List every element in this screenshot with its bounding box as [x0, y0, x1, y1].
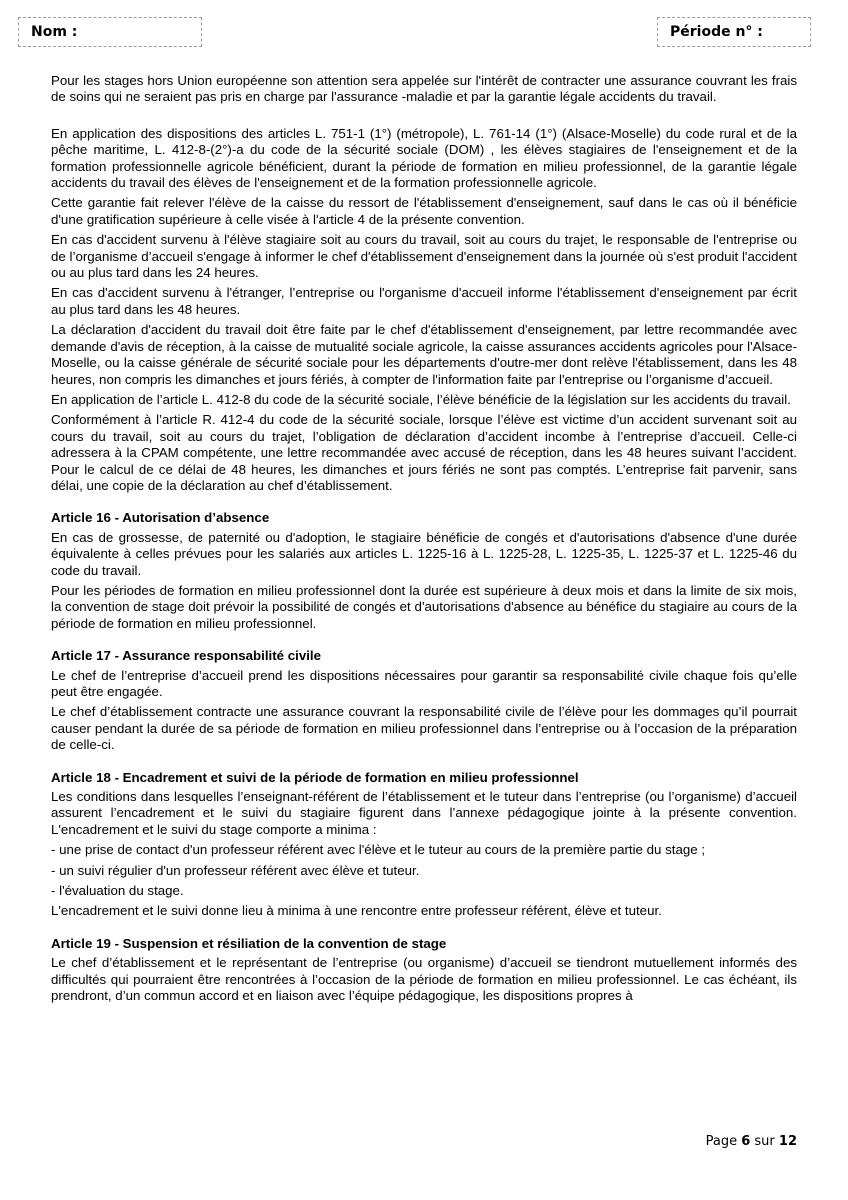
- paragraph: Le chef d’établissement et le représentant de l’entreprise (ou organisme) d’accueil se tiendront mutuellement informés des difficultés qui pourraient être rencontrées à l’occasion de la période de formation en milieu professionnel. Le cas échéant, ils prendront, d’un commun accord et en liaison avec l’équipe pédagogique, les dispositions propres à: [51, 955, 797, 1004]
- periode-label: Période n° :: [670, 24, 763, 40]
- nom-field: [18, 17, 202, 47]
- paragraph: En cas d'accident survenu à l'étranger, l’entreprise ou l'organisme d'accueil informe l'établissement d'enseignement par écrit au plus tard dans les 48 heures.: [51, 285, 797, 317]
- page-word: Page: [705, 1134, 738, 1149]
- paragraph: Conformément à l’article R. 412-4 du code de la sécurité sociale, lorsque l’élève est victime d’un accident survenant soit au cours du travail, soit au cours du trajet, l’obligation de déclaration d’accident incombe à l’entreprise d’accueil. Celle-ci adressera à la CPAM compétente, une lettre recommandée avec accusé de réception, dans les 48 heures suivant l’accident. Pour le calcul de ce délai de 48 heures, les dimanches et jours fériés ne sont pas comptés. L’entreprise fait parvenir, sans délai, une copie de la déclaration au chef d’établissement.: [51, 412, 797, 493]
- page-number: [706, 1134, 797, 1149]
- document-body: [51, 73, 797, 1009]
- list-item: - un suivi régulier d'un professeur référent avec élève et tuteur.: [51, 862, 420, 878]
- article-16-title: Article 16 - Autorisation d’absence: [51, 510, 270, 526]
- paragraph: En application des dispositions des articles L. 751-1 (1°) (métropole), L. 761-14 (1°) (Alsace-Moselle) du code rural et de la pêche maritime, L. 412-8-(2°)-a du code de la sécurité sociale (DOM) , les élèves stagiaires de l'enseignement et de la formation professionnelle agricole bénéficient, durant la période de formation en milieu professionnel, de la garantie légale accidents du travail des élèves de l'enseignement et de la formation professionnelle agricole.: [51, 125, 797, 191]
- paragraph: La déclaration d'accident du travail doit être faite par le chef d'établissement d'enseignement, par lettre recommandée avec demande d'avis de réception, à la caisse de mutualité sociale agricole, la caisse assurances accidents agricoles pour l'Alsace-Moselle, ou la caisse générale de sécurité sociale pour les départements d'outre-mer dont relève l'établissement, dans les 48 heures, non compris les dimanches et jours fériés, à compter de l'information faite par l'entreprise ou l’organisme d’accueil.: [51, 322, 797, 387]
- paragraph: L'encadrement et le suivi donne lieu à minima à une rencontre entre professeur référent, élève et tuteur.: [51, 903, 662, 919]
- paragraph: Le chef d’établissement contracte une assurance couvrant la responsabilité civile de l’élève pour les dommages qu’il pourrait causer pendant la durée de sa période de formation en milieu professionnel dans l’entreprise ou à l’occasion de la préparation de celle-ci.: [51, 704, 797, 753]
- page-current: 6: [741, 1134, 751, 1149]
- paragraph: En cas de grossesse, de paternité ou d'adoption, le stagiaire bénéficie de congés et d'autorisations d'absence d'une durée équivalente à celles prévues pour les salariés aux articles L. 1225-16 à L. 1225-28, L. 1225-35, L. 1225-37 et L. 1225-46 du code du travail.: [51, 529, 797, 578]
- paragraph: Les conditions dans lesquelles l’enseignant-référent de l’établissement et le tuteur dans l’entreprise (ou l’organisme) d’accueil assurent l’encadrement et le suivi du stagiaire figurent dans l’annexe pédagogique jointe à la présente convention. L'encadrement et le suivi du stage comporte a minima :: [51, 789, 797, 837]
- list-item: - une prise de contact d'un professeur référent avec l'élève et le tuteur au cours de la première partie du stage ;: [51, 842, 706, 858]
- paragraph: Le chef de l’entreprise d’accueil prend les dispositions nécessaires pour garantir sa responsabilité civile chaque fois qu’elle peut être engagée.: [51, 667, 797, 699]
- page-of-word: sur: [754, 1134, 775, 1149]
- paragraph: En cas d'accident survenu à l'élève stagiaire soit au cours du travail, soit au cours du trajet, le responsable de l'entreprise ou de l’organisme d’accueil s'engage à informer le chef d'établissement d'enseignement dans la journée où s'est produit l'accident ou au plus tard dans les 24 heures.: [51, 232, 797, 281]
- article-19-title: Article 19 - Suspension et résiliation de la convention de stage: [51, 935, 447, 951]
- paragraph: Cette garantie fait relever l'élève de la caisse du ressort de l'établissement d'enseignement, sauf dans le cas où il bénéficie d'une gratification supérieure à celle visée à l'article 4 de la présente convention.: [51, 195, 797, 227]
- paragraph: Pour les stages hors Union européenne son attention sera appelée sur l'intérêt de contracter une assurance couvrant les frais de soins qui ne seraient pas pris en charge par l'assurance -maladie et par la garantie légale accidents du travail.: [51, 73, 797, 105]
- paragraph: Pour les périodes de formation en milieu professionnel dont la durée est supérieure à deux mois et dans la limite de six mois, la convention de stage doit prévoir la possibilité de congés et d'autorisations d'absence au bénéfice du stagiaire au cours de la période de formation en milieu professionnel.: [51, 582, 797, 631]
- list-item: - l'évaluation du stage.: [51, 883, 184, 899]
- page-total: 12: [778, 1134, 797, 1149]
- paragraph: En application de l’article L. 412-8 du code de la sécurité sociale, l’élève bénéficie de la législation sur les accidents du travail.: [51, 391, 791, 407]
- article-17-title: Article 17 - Assurance responsabilité civile: [51, 648, 321, 664]
- nom-label: Nom :: [31, 24, 78, 40]
- periode-field: [657, 17, 811, 47]
- article-18-title: Article 18 - Encadrement et suivi de la période de formation en milieu professionnel: [51, 769, 579, 785]
